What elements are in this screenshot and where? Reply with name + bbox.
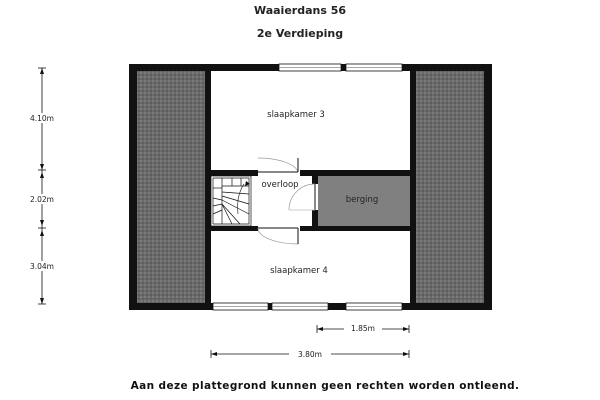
label-berging: berging (345, 195, 379, 205)
floor-title: 2e Verdieping (256, 27, 344, 40)
dim-v2: 2.02m (29, 195, 55, 204)
dim-h1: 1.85m (350, 324, 376, 333)
dim-v1: 4.10m (29, 114, 55, 123)
label-overloop: overloop (261, 180, 299, 190)
dim-h2: 3.80m (297, 350, 323, 359)
roof-slope-right (416, 71, 484, 303)
room-slaapkamer-3 (211, 71, 410, 170)
label-slaapkamer-4: slaapkamer 4 (270, 266, 328, 276)
label-slaapkamer-3: slaapkamer 3 (267, 110, 325, 120)
staircase (211, 176, 251, 226)
disclaimer: Aan deze plattegrond kunnen geen rechten worden ontleend. (130, 380, 520, 392)
dim-v3: 3.04m (29, 262, 55, 271)
address-title: Waaierdans 56 (253, 4, 347, 17)
roof-slope-left (137, 71, 205, 303)
